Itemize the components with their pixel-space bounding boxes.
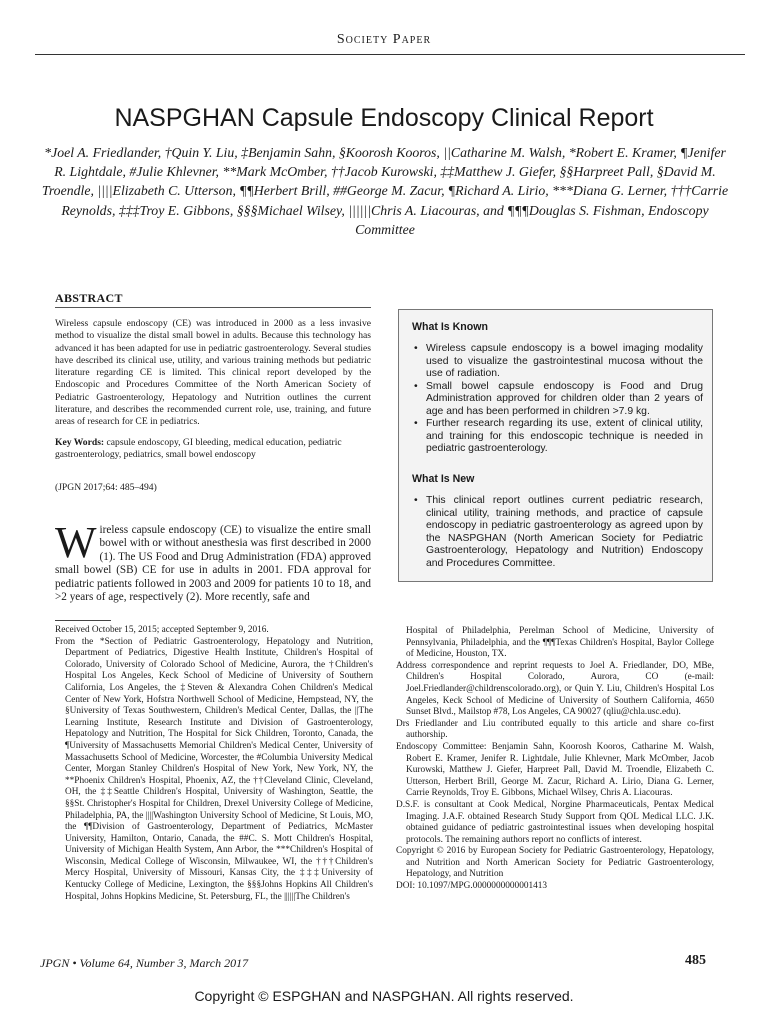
section-label: Society Paper — [336, 32, 432, 47]
abstract-text: Wireless capsule endoscopy (CE) was introduced in 2000 as a less invasive method to visualize the distal small bowel in adults. Because this technology has advanced it has been adapted for use in pediatric gastroenterology. Several studies have described its clinical use, utility, and various training methods but pediatric literature regarding CE is limited. This clinical report developed by the Endoscopic and Procedures Committee of the North American Society of Pediatric Gastroenterology, Hepatology and Nutrition outlines the current literature, and describes the recommended current role, use, training, and future areas of research for CE in pediatrics. — [55, 318, 371, 428]
list-item: • Small bowel capsule endoscopy is Food and Drug Administration approved for children older than 2 years of age and has been performed in children >7.9 kg. — [412, 381, 703, 419]
received-note: Received October 15, 2015; accepted September 9, 2016. — [55, 625, 269, 635]
copyright-banner: Copyright © ESPGHAN and NASPGHAN. All rights reserved. — [194, 988, 574, 1004]
abstract-rule — [55, 307, 371, 308]
list-item: • This clinical report outlines current pediatric research, clinical utility, training methods, and practice of capsule endoscopy in pediatric gastroenterology as agreed upon by the NASPGHAN (North American Society for Pediatric Gastroenterology, Hepatology and Nutrition) Endoscopy and Procedures Committee. — [412, 495, 703, 570]
disclosures-note: D.S.F. is consultant at Cook Medical, Norgine Pharmaceuticals, Pentax Medical Imaging. J.A.F. obtained Research Study Support from QOL Medical LLC. J.K. obtained guidance of pediatric gastrointestinal issues when developing hospital protocols. The remaining authors report no conflicts of interest. — [396, 799, 714, 845]
list-item: • Further research regarding its use, extent of clinical utility, and training for this endoscopic technique is needed in pediatric gastroenterology. — [412, 418, 703, 456]
footnotes-right — [396, 626, 714, 893]
keywords — [55, 437, 371, 462]
keywords-label: Key Words: — [55, 437, 105, 448]
keywords-text: capsule endoscopy, GI bleeding, medical education, pediatric gastroenterology, pediatrics, small bowel endoscopy — [55, 437, 342, 461]
what-is-new-list — [412, 495, 703, 570]
drop-cap: W — [55, 518, 97, 567]
affiliations-continued: Hospital of Philadelphia, Perelman School of Medicine, University of Pennsylvania, Philadelphia, and the ¶¶¶Texas Children's Hospital, Baylor College of Medicine, Houston, TX. — [406, 626, 714, 660]
copyright-note: Copyright © 2016 by European Society for Pediatric Gastroenterology, Hepatology, and Nutrition and North American Society for Pediatric Gastroenterology, Hepatology, and Nutrition — [396, 846, 714, 880]
header-rule — [35, 54, 745, 55]
equal-contribution-note: Drs Friedlander and Liu contributed equally to this article and share co-first authorship. — [396, 718, 714, 741]
affiliations-note: From the *Section of Pediatric Gastroenterology, Hepatology and Nutrition, Department of Pediatrics, Digestive Health Institute, Children's Hospital of Colorado, University of Colorado School of Medicine, Aurora, the †Children's Hospital Los Angeles, Keck School of Medicine of University of Southern California, Los Angeles, the ‡Steven & Alexandra Cohen Children's Medical Center of New York, Hofstra Northwell School of Medicine, Hempstead, NY, the §University of Texas Southwestern, Children's Medical Center, Dallas, the ||The Learning Institute, Research Institute and Division of Gastroenterology, Hepatology and Nutrition, The Hospital for Sick Children, Toronto, Canada, the ¶University of Massachusetts Memorial Children's Medical Center, University of Massachusetts School of Medicine, Worcester, the #Columbia University Medical Center, Morgan Stanley Children's Hospital of New York, New York, NY, the **Phoenix Children's Hospital, Phoenix, AZ, the ††Cleveland Clinic, Cleveland, OH, the ‡‡Seattle Children's Hospital, University of Washington, Seattle, the §§St. Christopher's Hospital for Children, Drexel University College of Medicine, Philadelphia, PA, the ||||Washington University School of Medicine, St Louis, MO, the ¶¶Division of Gastroenterology, Department of Pediatrics, McMaster University, Hamilton, Ontario, Canada, the ##C. S. Mott Children's Hospital, University of Michigan Health System, Ann Arbor, the ***Children's Hospital of Wisconsin, Medical College of Wisconsin, Milwaukee, WI, the †††Children's Mercy Hospital, University of Missouri, Kansas City, the ‡‡‡University of Kentucky College of Medicine, Lexington, the §§§Johns Hopkins All Children's Hospital, Johns Hopkins Medicine, St. Petersburg, FL, the ||||||The Children's — [55, 636, 373, 902]
body-text: ireless capsule endoscopy (CE) to visualize the entire small bowel with or without anesthesia was first described in 2000 (1). The US Food and Drug Administration (FDA) approved small bowel (SB) CE for use in adults in 2001. FDA approval for pediatric patients followed in 2003 and 2009 for patients 10 to 18, and >2 years of age, respectively (2). More recently, safe and — [55, 524, 371, 604]
what-is-new-heading: What Is New — [412, 473, 475, 485]
journal-info: JPGN • Volume 64, Number 3, March 2017 — [40, 956, 249, 970]
what-is-known-heading: What Is Known — [412, 321, 488, 333]
list-item: • Wireless capsule endoscopy is a bowel imaging modality used to visualize the gastrointestinal mucosa without the use of radiation. — [412, 343, 703, 381]
committee-note: Endoscopy Committee: Benjamin Sahn, Koorosh Kooros, Catharine M. Walsh, Robert E. Kramer, Jenifer R. Lightdale, Julie Khlevner, Mark McOmber, Jacob Kurowski, Matthew J. Giefer, Harpreet Pall, David M. Troendle, Elizabeth C. Utterson, Herbert Brill, George M. Zacur, Richard A. Lirio, Diana G. Lerner, Carrie Reynolds, Troy E. Gibbons, Michael Wilsey, Chris A. Liacouras. — [396, 741, 714, 799]
doi-note: DOI: 10.1097/MPG.0000000000001413 — [396, 881, 548, 892]
abstract-heading: ABSTRACT — [55, 291, 123, 305]
author-list: *Joel A. Friedlander, †Quin Y. Liu, ‡Benjamin Sahn, §Koorosh Kooros, ||Catharine M. Walsh, *Robert E. Kramer, ¶Jenifer R. Lightdale, #Julie Khlevner, **Mark McOmber, ††Jacob Kurowski, ‡‡Matthew J. Giefer, §§Harpreet Pall, §David M. Troendle, ||||Elizabeth C. Utterson, ¶¶Herbert Brill, ##George M. Zacur, ¶Richard A. Lirio, ***Diana G. Lerner, †††Carrie Reynolds, ‡‡‡Troy E. Gibbons, §§§Michael Wilsey, ||||||Chris A. Liacouras, and ¶¶¶Douglas S. Fishman, Endoscopy Committee — [41, 145, 729, 237]
what-is-known-list — [412, 343, 703, 456]
correspondence-note: Address correspondence and reprint requests to Joel A. Friedlander, DO, MBe, Children's Hospital Colorado, Aurora, CO (e-mail: Joel.Friedlander@childrenscolorado.org), or Quin Y. Liu, Children's Hospital Los Angeles, Keck School of Medicine of University of Southern California, 4650 Sunset Blvd., Mailstop #78, Los Angeles, CA 90027 (qliu@chla.usc.edu). — [396, 660, 714, 718]
body-paragraph — [55, 518, 371, 604]
footnotes-left — [55, 625, 373, 903]
article-title: NASPGHAN Capsule Endoscopy Clinical Report — [114, 104, 654, 132]
key-points-box — [398, 309, 713, 582]
page-number: 485 — [685, 953, 706, 968]
footnote-rule — [55, 620, 111, 621]
citation: (JPGN 2017;64: 485–494) — [55, 482, 157, 493]
